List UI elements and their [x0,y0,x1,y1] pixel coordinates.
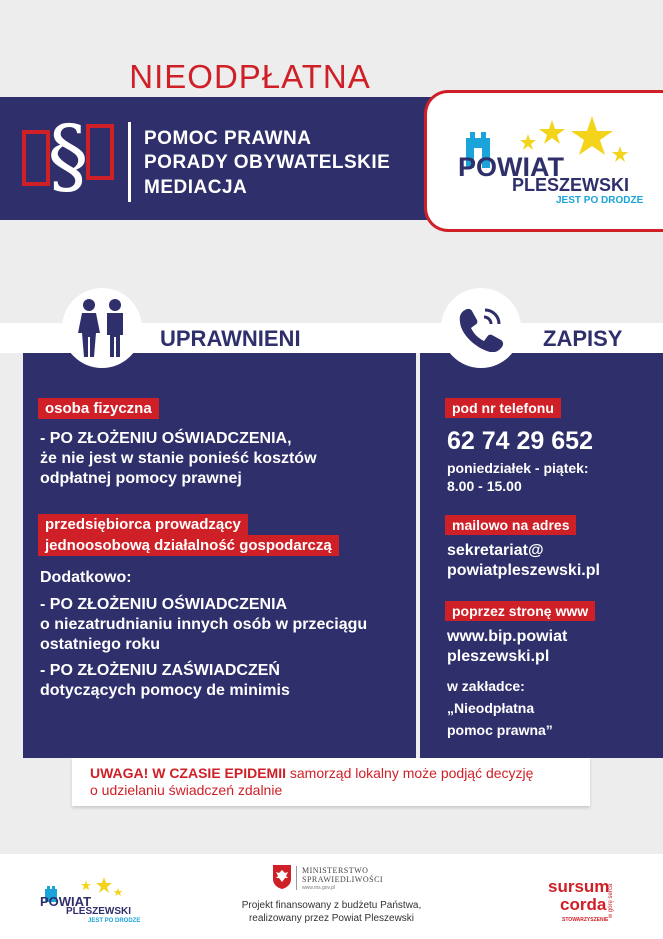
para1-line-2: że nie jest w stanie ponieść kosztów [40,450,317,467]
sursum-sub: STOWARZYSZENIE [562,917,609,923]
tag-phone: pod nr telefonu [445,398,561,418]
logo-line-2: PLESZEWSKI [512,175,630,195]
para2-line-1: - PO ZŁOŻENIU OŚWIADCZENIA [40,596,288,613]
para1-line-1: - PO ZŁOŻENIU OŚWIADCZENIA, [40,430,292,447]
email-line-2: powiatpleszewski.pl [447,562,600,579]
tag-entrepreneur-line-2: jednoosobową działalność gospodarczą [38,535,339,556]
tag-entrepreneur-line-1: przedsiębiorca prowadzący [38,514,248,535]
tag-email: mailowo na adres [445,515,576,535]
sursum-line-2: corda [560,895,607,914]
top-title: NIEODPŁATNA [129,58,371,95]
para1-line-3: odpłatnej pomocy prawnej [40,470,242,487]
tag-www: poprzez stronę www [445,601,595,621]
phone-icon [457,306,505,352]
logo-tagline: JEST PO DRODZE [556,195,644,206]
email-line-1: sekretariat@ [447,542,544,559]
banner-line-2: PORADY OBYWATELSKIE [144,152,391,173]
ministry-divider [296,866,297,890]
paragraph-icon [20,112,116,204]
www-line-2: pleszewski.pl [447,648,550,665]
ministry-line-1: MINISTERSTWO [302,866,369,875]
footer-logo-tagline: JEST PO DRODZE [88,918,141,924]
banner-divider [128,122,131,202]
para2-line-2: o niezatrudnianiu innych osób w przeciągu [40,616,368,633]
banner-line-1: POMOC PRAWNA [144,128,312,149]
tab-info-line-3: pomoc prawna” [447,722,553,738]
banner-line-3: MEDIACJA [144,177,248,198]
ministry-url: www.ms.gov.pl [302,885,335,891]
funding-line-2: realizowany przez Powiat Pleszewski [248,913,415,924]
tab-info-line-2: „Nieodpłatna [447,700,535,716]
extra-label: Dodatkowo: [40,569,132,586]
tag-natural-person: osoba fizyczna [38,398,159,419]
para3-line-2: dotyczących pomocy de minimis [40,682,290,699]
tab-info-line-1: w zakładce: [447,678,525,694]
hours-line-1: poniedziałek - piątek: [447,460,589,476]
notice-rest: samorząd lokalny może podjąć decyzję [286,765,534,781]
hours-line-2: 8.00 - 15.00 [447,478,522,494]
logo-line-1: POWIAT [458,152,564,182]
para2-line-3: ostatniego roku [40,636,161,653]
eligible-heading: UPRAWNIENI [160,326,301,351]
sursum-side: w górę serca [608,883,615,919]
footer-logo-line-2: PLESZEWSKI [66,906,132,917]
notice-line-2: o udzielaniu świadczeń zdalnie [90,782,283,798]
signup-heading: ZAPISY [543,326,623,351]
funding-line-1: Projekt finansowany z budżetu Państwa, [241,900,422,911]
sursum-line-1: sursum [548,877,610,896]
notice-bold: UWAGA! W CZASIE EPIDEMII [90,765,286,781]
phone-number: 62 74 29 652 [447,427,593,455]
ministry-line-2: SPRAWIEDLIWOŚCI [302,875,384,884]
people-icon [74,298,130,358]
footer-logo-line-1: POWIAT [40,894,92,909]
notice-line-1 [90,765,533,781]
svg-text:§: § [47,112,89,204]
para3-line-1: - PO ZŁOŻENIU ZAŚWIADCZEŃ [40,662,280,679]
polish-eagle-icon [272,864,292,890]
www-line-1: www.bip.powiat [447,628,568,645]
